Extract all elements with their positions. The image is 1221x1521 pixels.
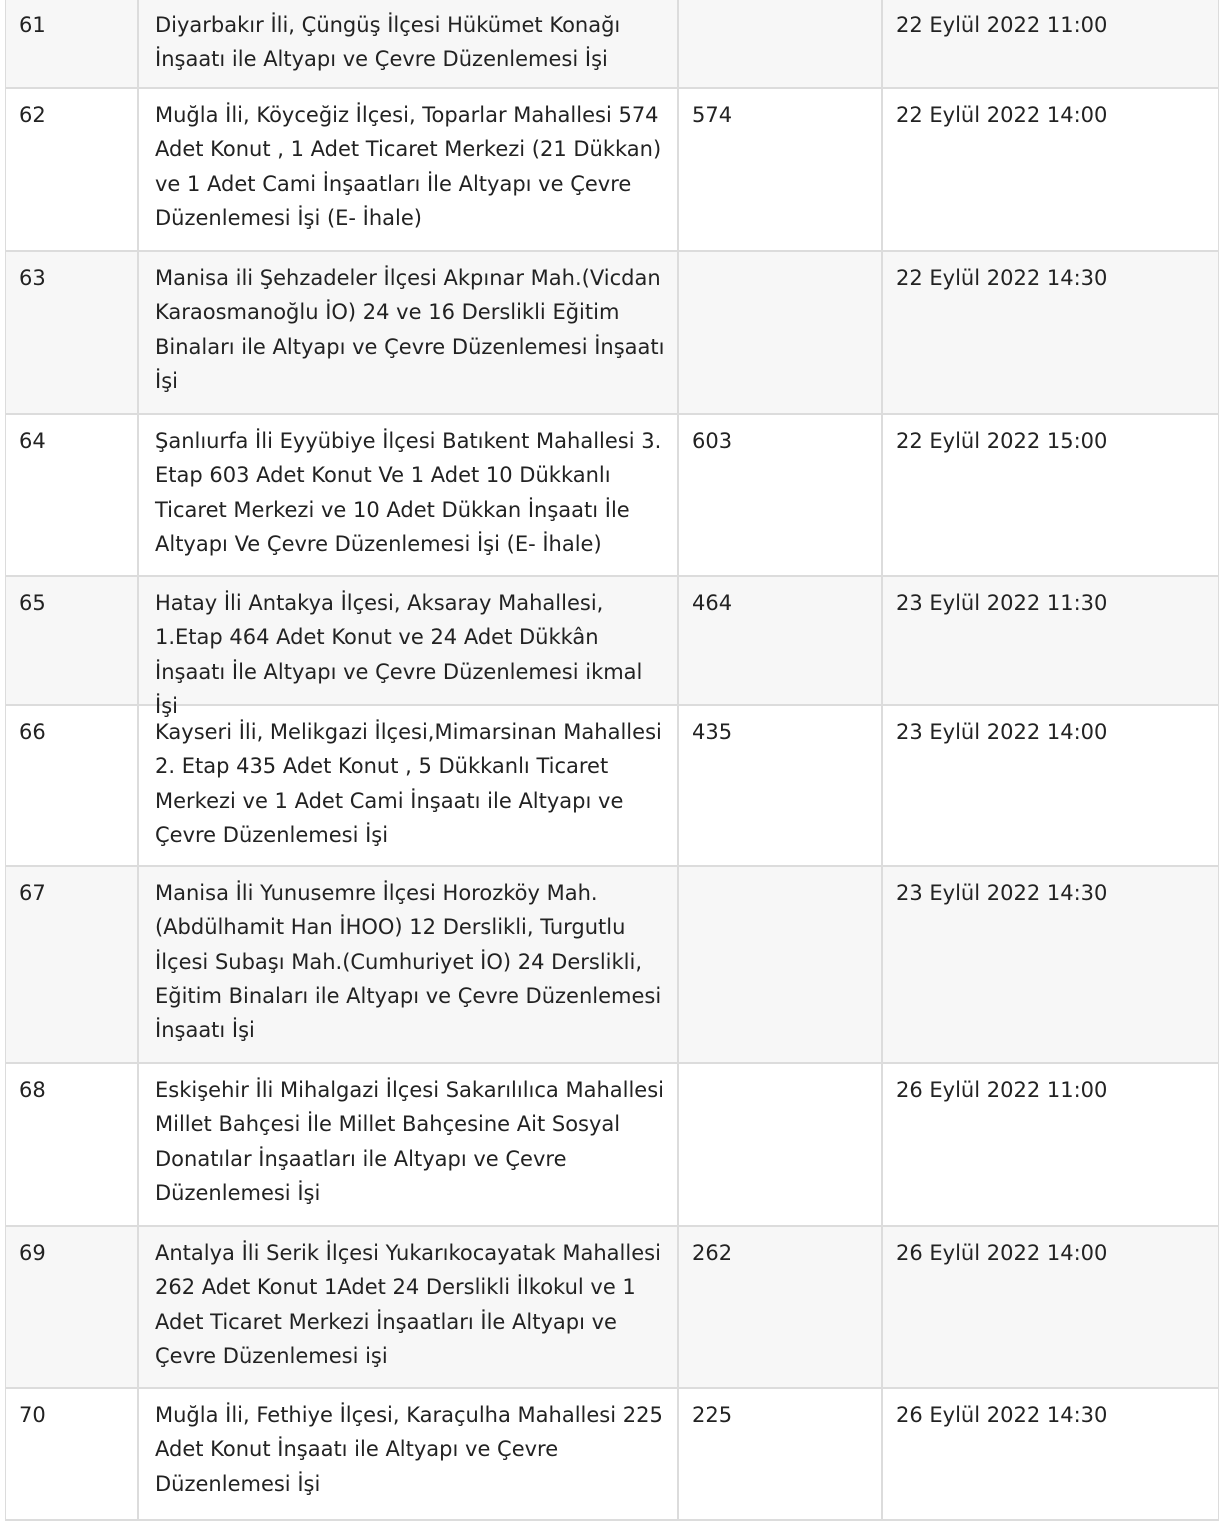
row-quantity <box>679 0 883 87</box>
row-number: 64 <box>5 415 139 575</box>
row-description: Kayseri İli, Melikgazi İlçesi,Mimarsinan Mahallesi 2. Etap 435 Adet Konut , 5 Dükkanlı Ticaret Merkezi ve 1 Adet Cami İnşaatı ile Altyapı ve Çevre Düzenlemesi İşi <box>139 706 679 865</box>
row-date: 22 Eylül 2022 14:30 <box>883 252 1219 413</box>
row-description: Eskişehir İli Mihalgazi İlçesi Sakarılılıca Mahallesi Millet Bahçesi İle Millet Bahçesine Ait Sosyal Donatılar İnşaatları ile Altyapı ve Çevre Düzenlemesi İşi <box>139 1064 679 1225</box>
row-quantity <box>679 1064 883 1225</box>
row-number: 70 <box>5 1389 139 1519</box>
table-row <box>5 867 1219 1064</box>
row-number: 67 <box>5 867 139 1062</box>
row-date: 26 Eylül 2022 14:00 <box>883 1227 1219 1387</box>
row-description: Manisa ili Şehzadeler İlçesi Akpınar Mah.(Vicdan Karaosmanoğlu İO) 24 ve 16 Derslikli Eğitim Binaları ile Altyapı ve Çevre Düzenlemesi İnşaatı İşi <box>139 252 679 413</box>
row-date: 22 Eylül 2022 14:00 <box>883 89 1219 250</box>
row-number: 61 <box>5 0 139 87</box>
table-row <box>5 89 1219 252</box>
table-row <box>5 577 1219 718</box>
row-date: 26 Eylül 2022 14:30 <box>883 1389 1219 1519</box>
table-row <box>5 1389 1219 1521</box>
row-date: 23 Eylül 2022 14:00 <box>883 706 1219 865</box>
row-quantity <box>679 252 883 413</box>
row-quantity: 464 <box>679 577 883 704</box>
row-number: 65 <box>5 577 139 704</box>
row-description: Antalya İli Serik İlçesi Yukarıkocayatak Mahallesi 262 Adet Konut 1Adet 24 Derslikli İlkokul ve 1 Adet Ticaret Merkezi İnşaatları İle Altyapı ve Çevre Düzenlemesi işi <box>139 1227 679 1387</box>
row-description: Muğla İli, Köyceğiz İlçesi, Toparlar Mahallesi 574 Adet Konut , 1 Adet Ticaret Merkezi (21 Dükkan) ve 1 Adet Cami İnşaatları İle Altyapı ve Çevre Düzenlemesi İşi (E- İhale) <box>139 89 679 250</box>
row-number: 68 <box>5 1064 139 1225</box>
row-date: 22 Eylül 2022 15:00 <box>883 415 1219 575</box>
table-row <box>5 0 1219 89</box>
row-description: Hatay İli Antakya İlçesi, Aksaray Mahallesi, 1.Etap 464 Adet Konut ve 24 Adet Dükkân İnşaatı İle Altyapı ve Çevre Düzenlemesi ikmal İşi <box>139 577 679 704</box>
row-quantity: 262 <box>679 1227 883 1387</box>
row-date: 23 Eylül 2022 11:30 <box>883 577 1219 704</box>
row-date: 26 Eylül 2022 11:00 <box>883 1064 1219 1225</box>
row-description: Manisa İli Yunusemre İlçesi Horozköy Mah. (Abdülhamit Han İHOO) 12 Derslikli, Turgutlu İlçesi Subaşı Mah.(Cumhuriyet İO) 24 Derslikli, Eğitim Binaları ile Altyapı ve Çevre Düzenlemesi İnşaatı İşi <box>139 867 679 1062</box>
row-number: 62 <box>5 89 139 250</box>
row-quantity: 225 <box>679 1389 883 1519</box>
row-date: 23 Eylül 2022 14:30 <box>883 867 1219 1062</box>
row-description: Diyarbakır İli, Çüngüş İlçesi Hükümet Konağı İnşaatı ile Altyapı ve Çevre Düzenlemesi İşi <box>139 0 679 87</box>
table-row <box>5 1227 1219 1389</box>
row-quantity: 603 <box>679 415 883 575</box>
row-description: Şanlıurfa İli Eyyübiye İlçesi Batıkent Mahallesi 3. Etap 603 Adet Konut Ve 1 Adet 10 Dükkanlı Ticaret Merkezi ve 10 Adet Dükkan İnşaatı İle Altyapı Ve Çevre Düzenlemesi İşi (E- İhale) <box>139 415 679 575</box>
table-row <box>5 706 1219 867</box>
row-description: Muğla İli, Fethiye İlçesi, Karaçulha Mahallesi 225 Adet Konut İnşaatı ile Altyapı ve Çevre Düzenlemesi İşi <box>139 1389 679 1519</box>
table-row <box>5 415 1219 577</box>
row-number: 69 <box>5 1227 139 1387</box>
row-date: 22 Eylül 2022 11:00 <box>883 0 1219 87</box>
tender-table <box>5 0 1219 1521</box>
row-number: 63 <box>5 252 139 413</box>
row-quantity <box>679 867 883 1062</box>
row-number: 66 <box>5 706 139 865</box>
row-quantity: 574 <box>679 89 883 250</box>
table-row <box>5 1064 1219 1227</box>
row-quantity: 435 <box>679 706 883 865</box>
table-row <box>5 252 1219 415</box>
